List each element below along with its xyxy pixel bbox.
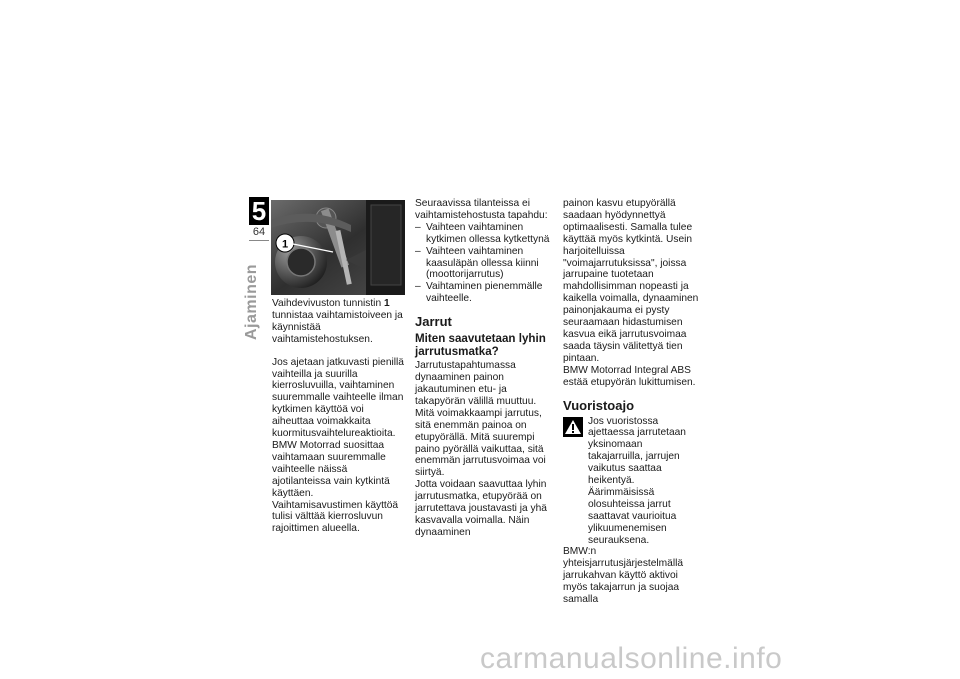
watermark: carmanualsonline.info bbox=[480, 642, 783, 675]
warning-icon bbox=[563, 417, 583, 437]
list-item: – Vaihteen vaihtaminen kytkimen ollessa kytkettynä bbox=[415, 222, 550, 246]
braking-paragraph-2: Jotta voidaan saavuttaa lyhin jarrutusmatka, etupyörää on jarrutettava joustavasti ja yhä kasvavalla voimalla. Näin dynaaminen bbox=[415, 479, 547, 538]
list-item: – Vaihtaminen pienemmälle vaihteelle. bbox=[415, 281, 550, 305]
sensor-paragraph bbox=[272, 298, 406, 346]
abs-paragraph: BMW Motorrad Integral ABS estää etupyörän lukittumisen. bbox=[563, 364, 696, 388]
sensor-text-end: tunnistaa vaihtamistoiveen ja käynnistää vaihtamistehostuksen. bbox=[272, 309, 403, 345]
column-right bbox=[563, 198, 699, 606]
shift-assist-paragraph: Jos ajetaan jatkuvasti pienillä vaihteilla ja suurilla kierrosluvuilla, vaihtaminen suuremmalle vaihteelle ilman kytkimen käyttöä voi aiheuttaa voimakkaita kuormitusvaihtelureaktioita. BMW Motorrad suosittaa vaihtamaan suuremmalle vaihteelle näissä ajotilanteissa vain kytkintä käyttäen. Vaihtamisavustimen käyttöä tulisi välttää kierrosluvun rajoittimen alueella. bbox=[272, 356, 404, 535]
page-number-divider bbox=[249, 240, 269, 241]
callout-label: 1 bbox=[281, 238, 289, 251]
list-item: – Vaihteen vaihtaminen kaasuläpän ollessa kiinni (moottorijarrutus) bbox=[415, 246, 550, 282]
no-assist-list bbox=[415, 222, 550, 305]
page-number: 64 bbox=[252, 226, 266, 238]
sensor-text-start: Vaihdevivuston tunnistin bbox=[272, 298, 384, 309]
engine-photo-illustration bbox=[271, 200, 405, 295]
chapter-number: 5 bbox=[249, 197, 269, 225]
sensor-callout-ref: 1 bbox=[383, 298, 390, 309]
braking-continued-paragraph: painon kasvu etupyörällä saadaan hyödynnettyä optimaalisesti. Samalla tulee käyttää myös kytkintä. Usein harjoitelluissa "voimajarrutuksissa", joissa jarrupaine tuotetaan mahdollisimman nopeasti ja kaikella voimalla, dynaaminen painonjakauma ei pysty seuraamaan hidastumisen kasvua eikä jarrutusvoimaa saada täysin välitettyä tien pintaan. bbox=[563, 198, 699, 364]
warning-text: Jos vuoristossa ajettaessa jarrutetaan yksinomaan takajarruilla, jarrujen vaikutus saattaa heikentyä. Äärimmäisissä olosuhteissa jarrut saattavat vaurioitua ylikuumenemisen seurauksena. bbox=[588, 415, 686, 546]
chapter-title: Ajaminen bbox=[243, 263, 260, 340]
subheading-shortest-braking: Miten saavutetaan lyhin jarrutusmatka? bbox=[415, 332, 546, 359]
mountain-warning bbox=[563, 416, 699, 547]
integral-brake-paragraph: BMW:n yhteisjarrutusjärjestelmällä jarrukahvan käyttö aktivoi myös takajarrun ja suojaa samalla bbox=[563, 546, 684, 606]
section-heading-brakes: Jarrut bbox=[415, 314, 452, 330]
section-heading-mountain: Vuoristoajo bbox=[563, 397, 635, 413]
no-assist-intro: Seuraavissa tilanteissa ei vaihtamistehostusta tapahdu: bbox=[415, 198, 548, 221]
column-left bbox=[272, 298, 406, 535]
gear-shift-sensor-photo bbox=[271, 200, 405, 295]
column-middle bbox=[415, 198, 550, 539]
braking-paragraph-1: Jarrutustapahtumassa dynaaminen painon jakautuminen etu- ja takapyörän välillä muuttuu. Mitä voimakkaampi jarrutus, sitä enemmän painoa on etupyörällä. Mitä suurempi paino pyörällä vaikuttaa, sitä enemmän jarrutusvoimaa voi siirtyä. bbox=[415, 360, 546, 479]
